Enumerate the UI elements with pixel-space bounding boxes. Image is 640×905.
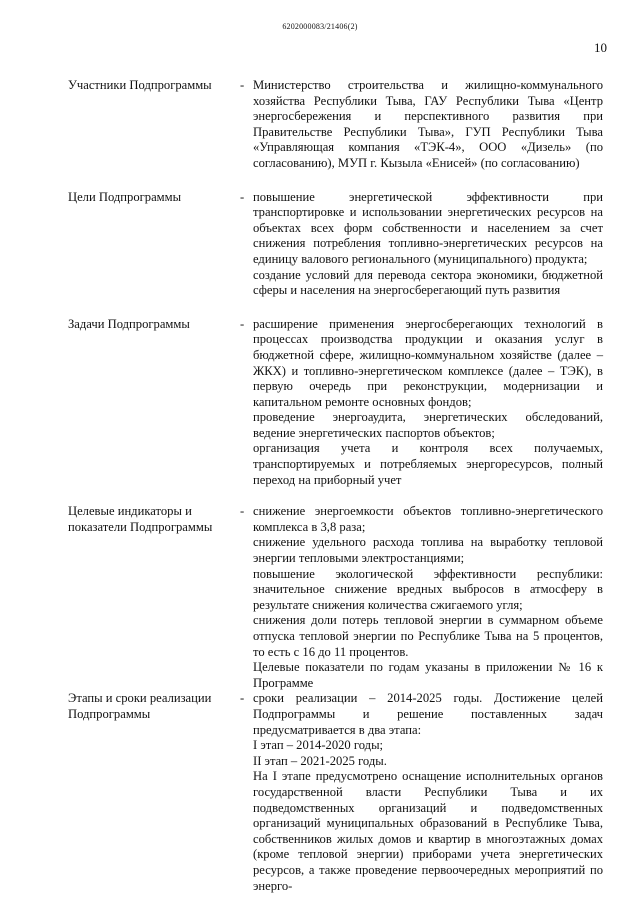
paragraph: Министерство строительства и жилищно-коммунального хозяйства Республики Тыва, ГАУ Республики Тыва «Центр энергосбережения и перспективного развития при Правительстве Республики Тыва», ГУП Республики Тыва «Управляющая компания «ТЭК-4», ООО «Дизель» (по согласованию), МУП г. Кызыла «Енисей» (по согласованию) bbox=[253, 78, 603, 170]
paragraph: Целевые показатели по годам указаны в приложении № 16 к Программе bbox=[253, 660, 603, 690]
row-indicators bbox=[68, 504, 608, 691]
paragraph: снижения доли потерь тепловой энергии в суммарном объеме отпуска тепловой энергии по Республике Тыва на 5 процентов, то есть с 16 до 11 процентов. bbox=[253, 613, 603, 659]
row-dash: - bbox=[240, 691, 245, 706]
paragraph: снижение удельного расхода топлива на выработку тепловой энергии тепловыми электростанциями; bbox=[253, 535, 603, 566]
row-dash: - bbox=[240, 78, 245, 92]
row-value bbox=[253, 190, 603, 299]
page-number: 10 bbox=[594, 40, 607, 55]
paragraph: повышение энергетической эффективности при транспортировке и использовании энергетических ресурсов на объектах всех форм собственности и населением за счет снижения потребления топливно-энергетических ресурсов на единицу валового регионального (муниципального) продукта; bbox=[253, 189, 603, 266]
row-dash: - bbox=[240, 504, 245, 519]
paragraph: снижение энергоемкости объектов топливно-энергетического комплекса в 3,8 раза; bbox=[253, 504, 603, 534]
paragraph: расширение применения энергосберегающих технологий в процессах производства продукции и оказания услуг в бюджетной сфере, жилищно-коммунальном хозяйстве (далее – ЖКХ) и топливно-энергетическом комплексе (далее – ТЭК), в первую очередь при реконструкции, модернизации и капитальном ремонте основных фондов; bbox=[253, 316, 603, 409]
paragraph: проведение энергоаудита, энергетических обследований, ведение энергетических паспортов объектов; bbox=[253, 410, 603, 440]
row-participants bbox=[68, 78, 608, 172]
paragraph: II этап – 2021-2025 годы. bbox=[253, 753, 387, 768]
row-value bbox=[253, 504, 603, 691]
paragraph: сроки реализации – 2014-2025 годы. Достижение целей Подпрограммы и решение поставленных задач предусматривается в два этапа: bbox=[253, 691, 603, 737]
passport-table bbox=[68, 78, 608, 894]
paragraph: создание условий для перевода сектора экономики, бюджетной сферы и населения на энергосберегающий путь развития bbox=[253, 267, 603, 298]
row-label: Этапы и сроки реализации Подпрограммы bbox=[68, 691, 212, 721]
document-id: 6202000083/21406(2) bbox=[282, 22, 358, 31]
paragraph: организация учета и контроля всех получаемых, транспортируемых и потребляемых энергоресурсов, полный переход на приборный учет bbox=[253, 441, 603, 487]
row-label: Цели Подпрограммы bbox=[68, 189, 182, 204]
row-dash: - bbox=[240, 316, 245, 331]
row-goals bbox=[68, 190, 608, 299]
row-value bbox=[253, 691, 603, 894]
row-label: Задачи Подпрограммы bbox=[68, 316, 190, 331]
row-dash: - bbox=[240, 189, 245, 204]
row-stages bbox=[68, 691, 608, 894]
paragraph: I этап – 2014-2020 годы; bbox=[253, 738, 384, 753]
row-value bbox=[253, 317, 603, 489]
row-label: Участники Подпрограммы bbox=[68, 78, 212, 92]
row-label: Целевые индикаторы и показатели Подпрограммы bbox=[68, 504, 213, 534]
paragraph: повышение экологической эффективности республики: значительное снижение вредных выбросов в атмосферу в результате снижения количества сжигаемого угля; bbox=[253, 566, 603, 612]
paragraph: На I этапе предусмотрено оснащение исполнительных органов государственной власти Республики Тыва и их подведомственных организаций и подведомственных организаций муниципальных образований в Республике Тыва, собственников жилых домов и квартир в многоэтажных домах (кроме тепловой энергии) приборами учета энергетических ресурсов, а также проведение первоочередных мероприятий по энерго- bbox=[253, 769, 603, 893]
row-tasks bbox=[68, 317, 608, 489]
row-value bbox=[253, 78, 603, 172]
